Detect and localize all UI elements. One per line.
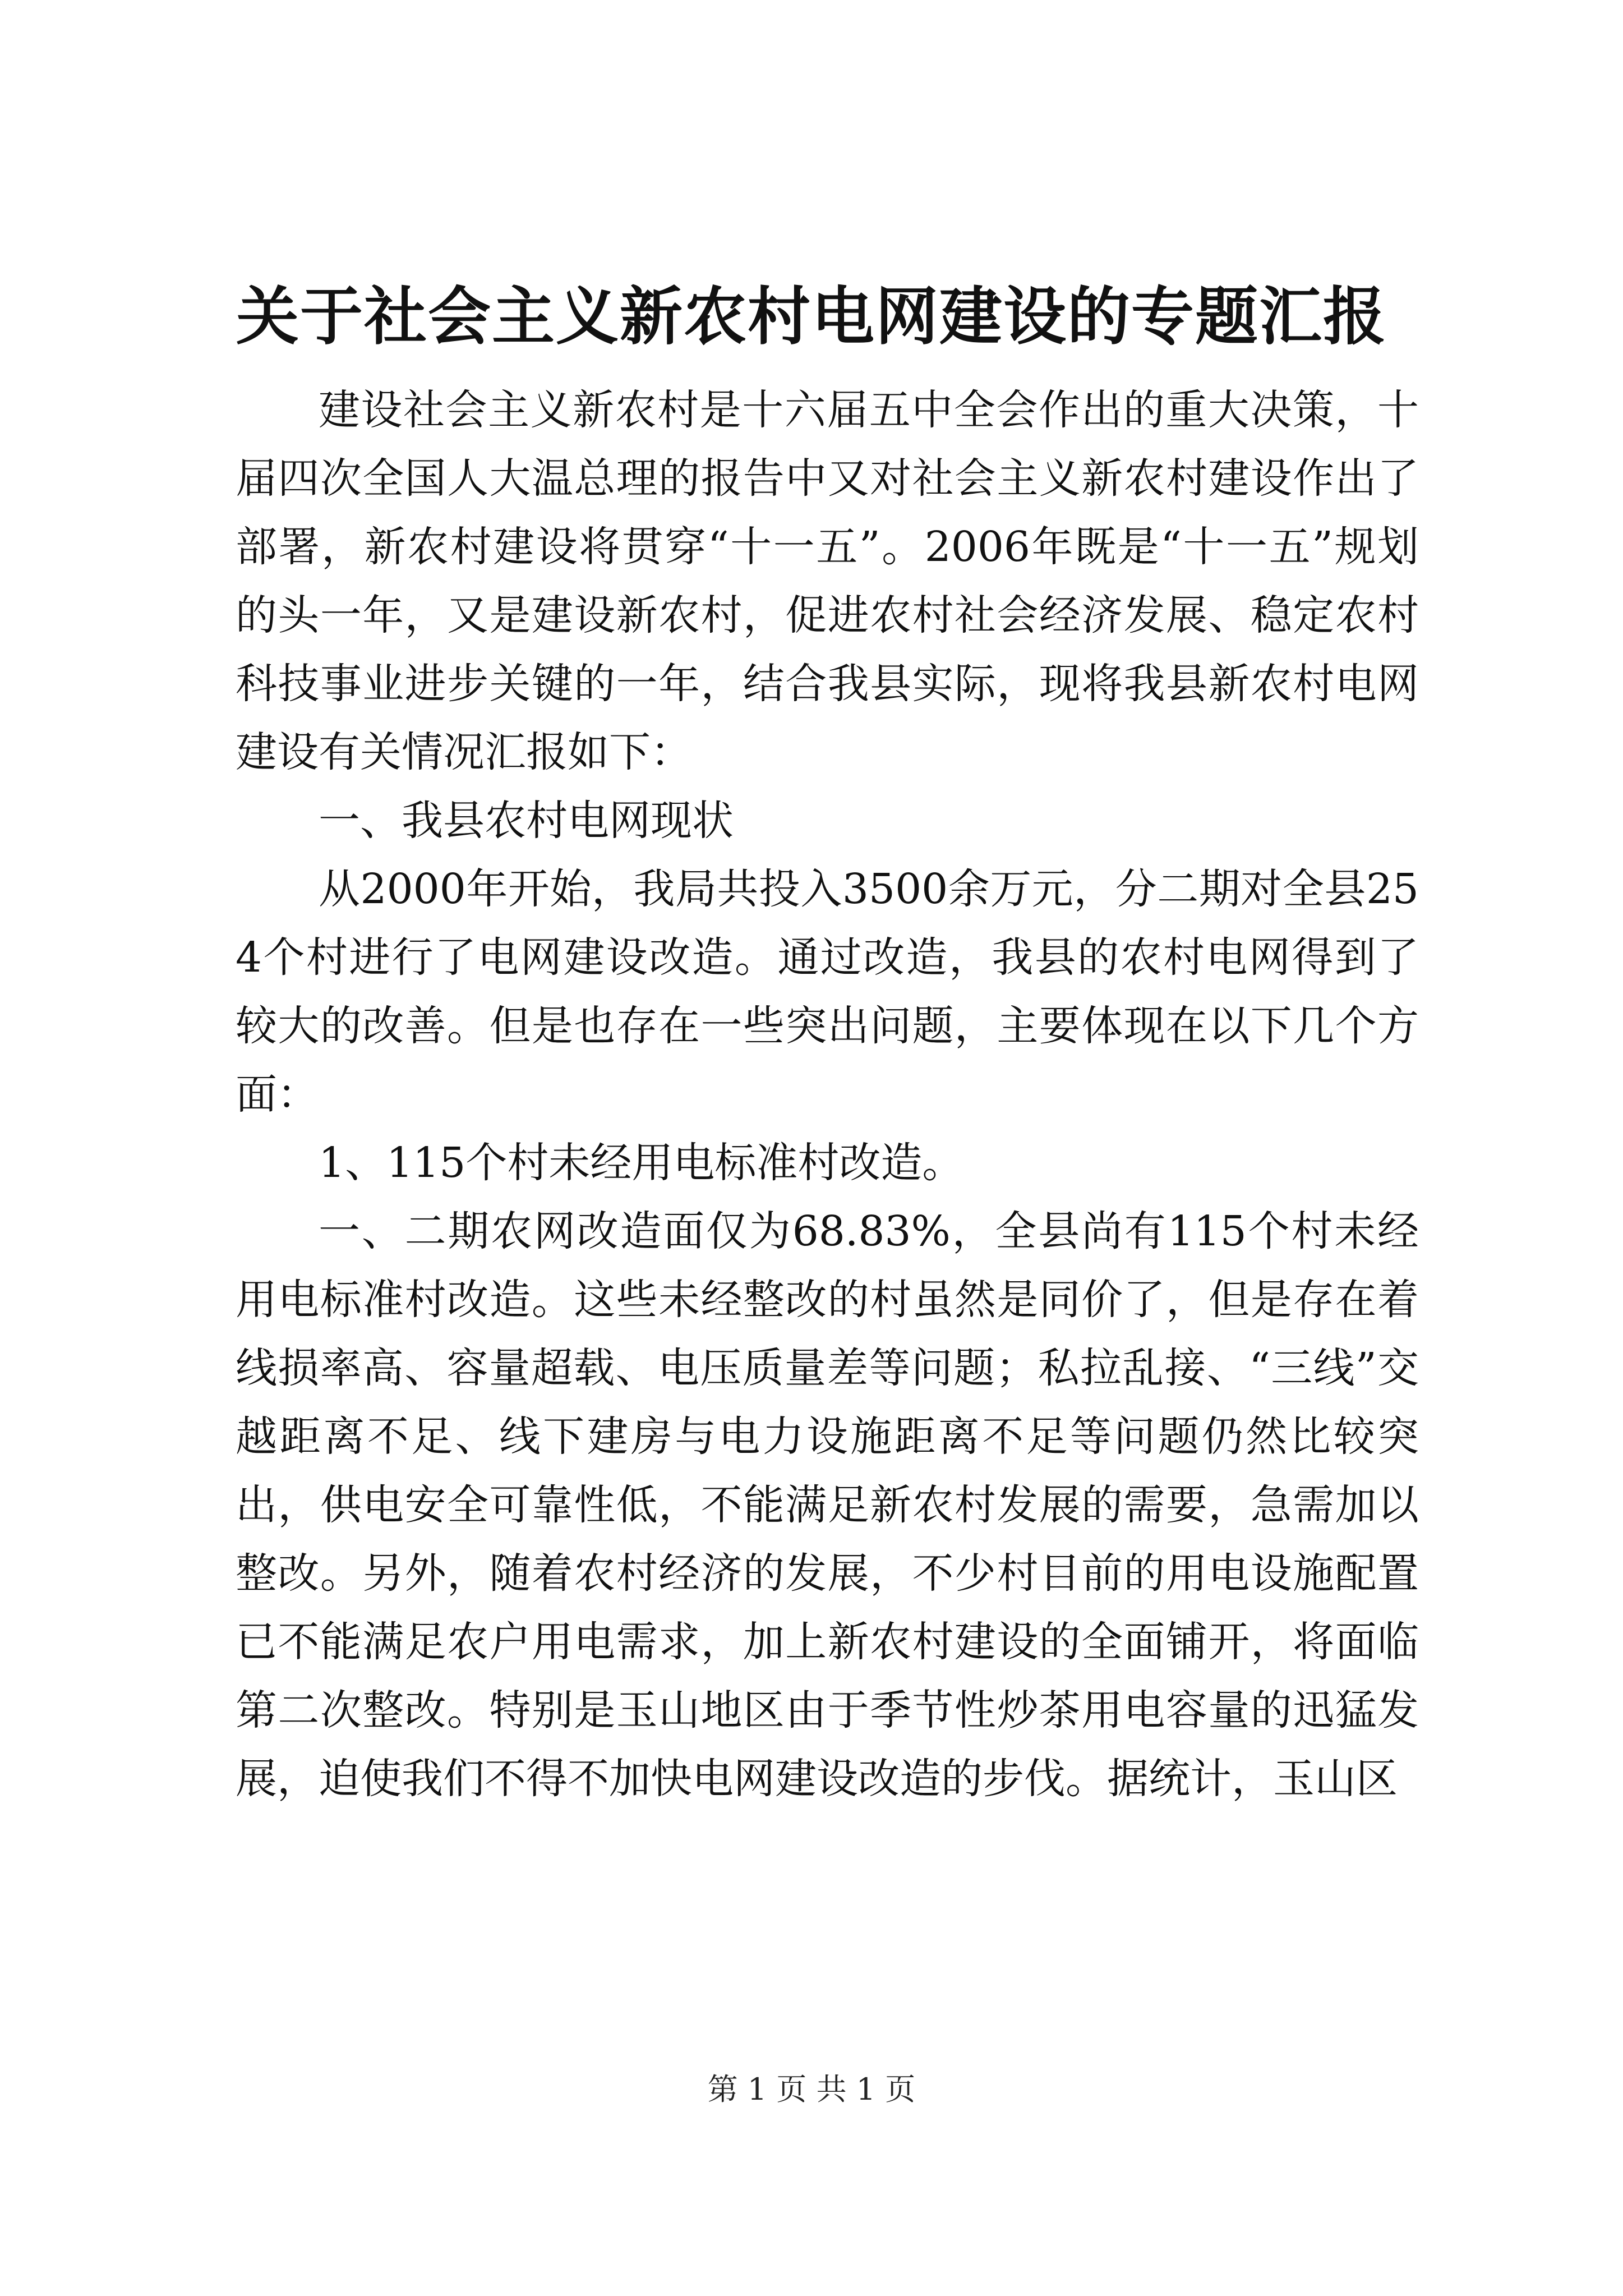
document-title: 关于社会主义新农村电网建设的专题汇报 <box>236 280 1387 353</box>
paragraph-intro: 建设社会主义新农村是十六届五中全会作出的重大决策，十届四次全国人大温总理的报告中又对社会主义新农村建设作出了部署，新农村建设将贯穿“十一五”。2006年既是“十一五”规划的头一年，又是建设新农村，促进农村社会经济发展、稳定农村科技事业进步关键的一年，结合我县实际，现将我县新农村电网建设有关情况汇报如下： <box>236 386 1419 776</box>
paragraph-details: 一、二期农网改造面仅为68.83%，全县尚有115个村未经用电标准村改造。这些未经整改的村虽然是同价了，但是存在着线损率高、容量超载、电压质量差等问题；私拉乱接、“三线”交越距离不足、线下建房与电力设施距离不足等问题仍然比较突出，供电安全可靠性低，不能满足新农村发展的需要，急需加以整改。另外，随着农村经济的发展，不少村目前的用电设施配置已不能满足农户用电需求，加上新农村建设的全面铺开，将面临第二次整改。特别是玉山地区由于季节性炒茶用电容量的迅猛发展，迫使我们不得不加快电网建设改造的步伐。据统计，玉山区 <box>236 1207 1419 1803</box>
page-footer: 第 1 页 共 1 页 <box>707 2072 916 2107</box>
subheading-villages: 1、115个村未经用电标准村改造。 <box>319 1139 964 1187</box>
paragraph-investment: 从2000年开始，我局共投入3500余万元，分二期对全县254个村进行了电网建设改造。通过改造，我县的农村电网得到了较大的改善。但是也存在一些突出问题，主要体现在以下几个方面： <box>236 865 1419 1119</box>
document-body <box>236 376 1419 1813</box>
section-heading-status: 一、我县农村电网现状 <box>319 797 734 845</box>
